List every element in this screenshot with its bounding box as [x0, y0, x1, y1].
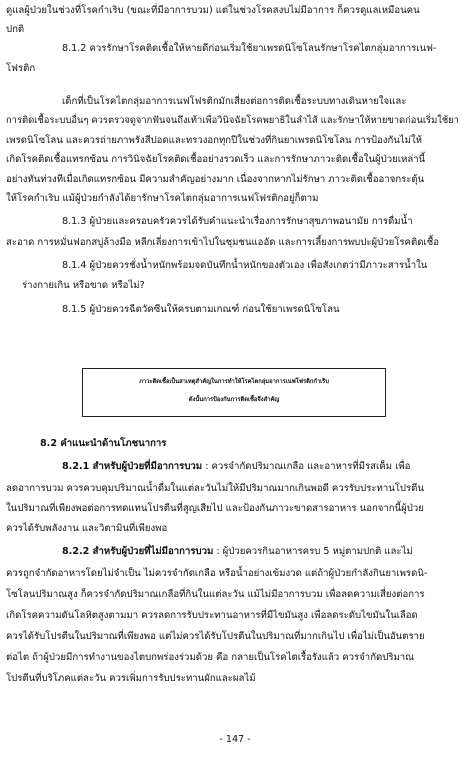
body-line: เกิดโรคติดเชื้อแทรกซ้อน การวินิจฉัยโรคติดเชื้ออย่างรวดเร็ว และการรักษาภาวะติดเชื้อในผู้ป่วยเหล่านี้ — [6, 154, 426, 165]
callout-box — [82, 368, 386, 417]
body-line: ปกติ — [6, 24, 25, 35]
body-line: สะอาด การหมั่นฟอกสบู่ล้างมือ หลีกเลี่ยงการเข้าไปในชุมชนแออัด และการเลี้ยงการพบปะผู้ป่วยโรคติดเชื้อ — [6, 237, 439, 248]
body-line: ควรถูกจำกัดอาหารโดยไม่จำเป็น ไม่ควรจำกัดเกลือ หรือน้ำอย่างเข้มงวด แต่ถ้าผู้ป่วยกำลังกินยาเพรดนิ- — [6, 568, 428, 579]
body-line: เพรดนิโซโลน และควรถ่ายภาพรังสีปอดและทรวงอกทุกปีในช่วงที่กินยาเพรดนิโซโลน การป้องกันไม่ให้ — [6, 135, 422, 146]
section-8-1-5-line: 8.1.5 ผู้ป่วยควรฉีดวัคซีนให้ครบตามเกณฑ์ ก่อนใช้ยาเพรดนิโซโลน — [62, 304, 340, 315]
subheading-8-2-1-text: : ควรจำกัดปริมาณเกลือ และอาหารที่มีรสเค็ม เพื่อ — [202, 461, 411, 472]
section-8-2-2-line — [62, 545, 413, 558]
subheading-8-2-1: 8.2.1 สำหรับผู้ป่วยที่มีอาการบวม — [62, 461, 203, 472]
body-line: อย่างทันท่วงทีเมื่อเกิดแทรกซ้อน มีความสำคัญอย่างมาก เนื่องจากหากไม่รักษา ภาวะติดเชื้ออาจกระตุ้น — [6, 174, 425, 185]
body-line: โฟรติก — [6, 63, 36, 74]
body-line: โปรตีนที่บริโภคแต่ละวัน ควรเพิ่มการรับประทานผักและผลไม้ — [6, 673, 256, 684]
callout-line-1: ภาวะติดเชื้อเป็นสาเหตุสำคัญในการทำให้โรคไตกลุ่มอาการเนฟโฟรติกกำเริบ — [139, 379, 329, 385]
body-line: ในปริมาณที่เพียงพอต่อการทดแทนโปรตีนที่สูญเสียไป และป้องกันภาวะขาดสารอาหาร นอกจากนี้ผู้ป่วย — [6, 503, 424, 514]
body-line: เกิดโรคความดันโลหิตสูงตามมา ควรลดการรับประทานอาหารที่มีไขมันสูง เพื่อลดระดับไขมันในเลือด — [6, 610, 418, 621]
body-line: ให้โรคกำเริบ แม้ผู้ป่วยกำลังได้ยารักษาโรคไตกลุ่มอาการเนฟโฟรติกอยู่ก็ตาม — [6, 193, 319, 204]
body-line: ควรได้รับโปรตีนในปริมาณที่เพียงพอ แต่ไม่ควรได้รับโปรตีนในปริมาณที่มากเกินไป เพื่อไม่เป็นอันตราย — [6, 631, 425, 642]
section-8-2-1-line — [62, 460, 410, 473]
body-line: ลดอาการบวม ควรควบคุมปริมาณน้ำดื่มในแต่ละวันไม่ให้มีปริมาณมากเกินพอดี ควรรับประทานโปรตีน — [6, 483, 424, 494]
section-8-1-2-line: 8.1.2 ควรรักษาโรคติดเชื้อให้หายดีก่อนเริ่มใช้ยาเพรดนิโซโลนรักษาโรคไตกลุ่มอาการเนฟ- — [62, 43, 437, 54]
body-line: ดูแลผู้ป่วยในช่วงที่โรคกำเริบ (ขณะที่มีอาการบวม) แต่ในช่วงโรคสงบไม่มีอาการ ก็ควรดูแลเหมือนคน — [6, 5, 420, 16]
body-line: ต่อไต ถ้าผู้ป่วยมีการทำงานของไตบกพร่องร่วมด้วย คือ กลายเป็นโรคไตเรื้อรังแล้ว ควรจำกัดปริมาณ — [6, 652, 415, 663]
body-line: ร่างกายเกิน หรือขาด หรือไม่? — [22, 280, 145, 291]
body-line: ควรได้รับพลังงาน และวิตามินที่เพียงพอ — [6, 523, 168, 534]
subheading-8-2-2: 8.2.2 สำหรับผู้ป่วยที่ไม่มีอาการบวม — [62, 546, 214, 557]
body-line: โซโลนปริมาณสูง ก็ควรจำกัดปริมาณเกลือที่กินในแต่ละวัน แม้ไม่มีอาการบวม เพื่อลดความเสี่ยงต่อการ — [6, 589, 425, 600]
section-8-1-4-line: 8.1.4 ผู้ป่วยควรชั่งน้ำหนักพร้อมจดบันทึกน้ำหนักของตัวเอง เพื่อสังเกตว่ามีภาวะสารน้ำใน — [62, 260, 428, 271]
body-line: เด็กที่เป็นโรคไตกลุ่มอาการเนฟโฟรติกมักเสี่ยงต่อการติดเชื้อระบบทางเดินหายใจและ — [62, 96, 407, 107]
body-line: การติดเชื้อระบบอื่นๆ ควรตรวจดูจากฟันจนถึงเท้าเพื่อวินิจฉัยโรคพยาธิในลำไส้ และรักษาให้หายขาดก่อนเริ่มใช้ยา — [6, 115, 459, 126]
callout-line-2: ดังนั้นการป้องกันการติดเชื้อจึงสำคัญ — [188, 397, 280, 403]
page-number: - 147 - — [219, 734, 251, 745]
section-8-1-3-line: 8.1.3 ผู้ป่วยและครอบครัวควรได้รับคำแนะนำเรื่องการรักษาสุขภาพอนามัย การดื่มน้ำ — [62, 216, 413, 227]
subheading-8-2-2-text: : ผู้ป่วยควรกินอาหารครบ 5 หมู่ตามปกติ และไม่ — [213, 546, 413, 557]
section-heading-8-2: 8.2 คำแนะนำด้านโภชนาการ — [40, 438, 167, 449]
